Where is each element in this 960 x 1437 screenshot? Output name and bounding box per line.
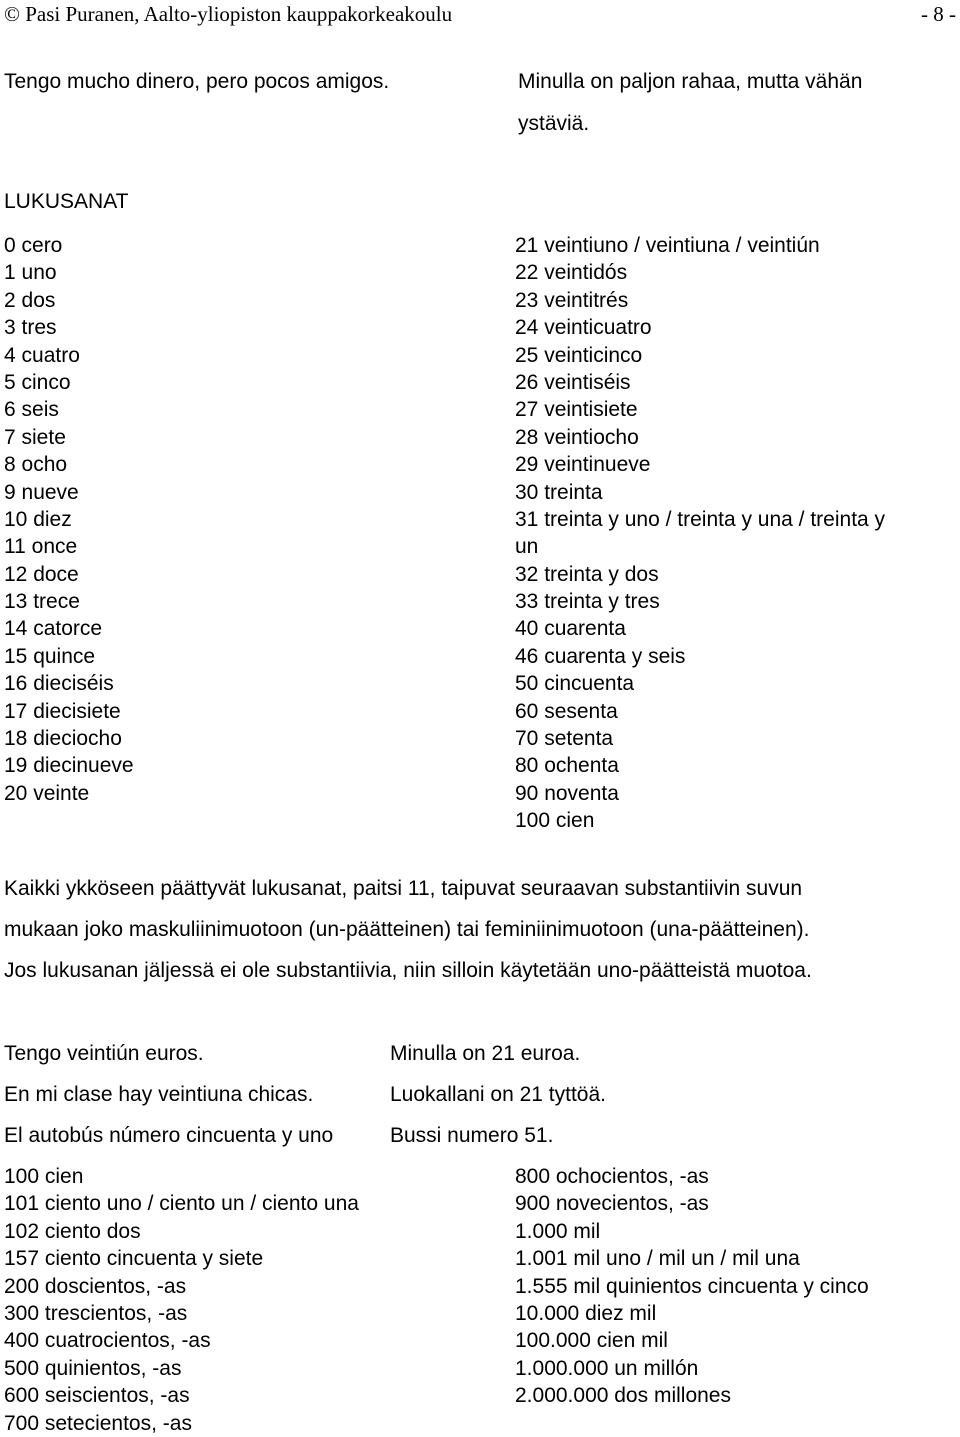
- number-word-item: 27 veintisiete: [515, 398, 638, 422]
- number-word-item: 7 siete: [4, 425, 66, 449]
- number-word-item: 23 veintitrés: [515, 288, 629, 312]
- large-number-item: 157 ciento cincuenta y siete: [4, 1247, 264, 1271]
- number-word-item: 15 quince: [4, 644, 96, 668]
- large-number-item: 500 quinientos, -as: [4, 1356, 182, 1380]
- number-word-item: 9 nueve: [4, 480, 79, 504]
- number-word-item: 21 veintiuno / veintiuna / veintiún: [515, 234, 820, 257]
- example-row: [4, 1040, 954, 1068]
- large-number-item: 1.555 mil quinientos cincuenta y cinco: [515, 1274, 869, 1298]
- large-number-item: 101 ciento uno / ciento un / ciento una: [4, 1192, 359, 1216]
- number-word-item: 32 treinta y dos: [515, 562, 659, 586]
- number-word-item: 26 veintiséis: [515, 370, 631, 394]
- number-word-item: 13 trece: [4, 590, 80, 614]
- number-word-item: 18 dieciocho: [4, 727, 122, 751]
- large-number-item: 1.000.000 un millón: [515, 1356, 699, 1380]
- example-row: [4, 1122, 954, 1150]
- large-number-item: 200 doscientos, -as: [4, 1274, 187, 1298]
- numbers-right-list: [515, 232, 885, 835]
- intro-finnish-line1: Minulla on paljon rahaa, mutta vähän: [518, 70, 863, 93]
- page-header: [4, 0, 956, 28]
- number-word-item: 20 veinte: [4, 781, 90, 805]
- example-spanish: El autobús número cincuenta y uno: [4, 1124, 334, 1147]
- number-word-item: 16 dieciséis: [4, 672, 114, 696]
- example-row: [4, 1081, 954, 1109]
- explanation-paragraph: [4, 872, 954, 995]
- explanation-line: mukaan joko maskuliinimuotoon (un-päätteinen) tai feminiinimuotoon (una-päätteinen).: [4, 918, 810, 941]
- number-word-item: 60 sesenta: [515, 699, 618, 723]
- number-word-item: 3 tres: [4, 316, 57, 340]
- example-finnish: Bussi numero 51.: [390, 1124, 554, 1147]
- number-word-item: 29 veintinueve: [515, 453, 651, 477]
- example-finnish: Luokallani on 21 tyttöä.: [390, 1083, 606, 1106]
- large-number-item: 10.000 diez mil: [515, 1301, 657, 1325]
- number-word-item: 33 treinta y tres: [515, 590, 660, 614]
- copyright-line: © Pasi Puranen, Aalto-yliopiston kauppakorkeakoulu: [4, 2, 453, 26]
- numbers-left-list: [4, 232, 134, 807]
- hundreds-right-list: [515, 1163, 869, 1410]
- number-word-item: un: [515, 535, 539, 559]
- number-word-item: 31 treinta y uno / treinta y una / treinta y: [515, 507, 886, 531]
- number-word-item: 5 cinco: [4, 370, 71, 394]
- number-word-item: 12 doce: [4, 562, 79, 586]
- large-number-item: 800 ochocientos, -as: [515, 1165, 709, 1188]
- large-number-item: 100.000 cien mil: [515, 1329, 668, 1353]
- number-word-item: 14 catorce: [4, 617, 103, 641]
- large-number-item: 700 setecientos, -as: [4, 1411, 192, 1435]
- number-word-item: 19 diecinueve: [4, 754, 134, 778]
- example-spanish: Tengo veintiún euros.: [4, 1042, 204, 1065]
- number-word-item: 70 setenta: [515, 727, 614, 751]
- large-number-item: 1.000 mil: [515, 1219, 601, 1243]
- intro-spanish: Tengo mucho dinero, pero pocos amigos.: [4, 70, 390, 93]
- intro-finnish-line2: ystäviä.: [518, 112, 590, 135]
- number-word-item: 17 diecisiete: [4, 699, 121, 723]
- number-word-item: 0 cero: [4, 234, 63, 257]
- example-finnish: Minulla on 21 euroa.: [390, 1042, 581, 1065]
- number-word-item: 10 diez: [4, 507, 72, 531]
- number-word-item: 50 cincuenta: [515, 672, 635, 696]
- number-word-item: 25 veinticinco: [515, 343, 643, 367]
- number-word-item: 2 dos: [4, 288, 56, 312]
- large-number-item: 600 seiscientos, -as: [4, 1384, 190, 1408]
- number-word-item: 22 veintidós: [515, 261, 628, 285]
- explanation-line: Kaikki ykköseen päättyvät lukusanat, paitsi 11, taipuvat seuraavan substantiivin suvun: [4, 877, 803, 900]
- number-word-item: 28 veintiocho: [515, 425, 639, 449]
- number-word-item: 40 cuarenta: [515, 617, 626, 641]
- number-word-item: 100 cien: [515, 809, 595, 833]
- large-number-item: 2.000.000 dos millones: [515, 1384, 731, 1408]
- number-word-item: 24 veinticuatro: [515, 316, 652, 340]
- number-word-item: 80 ochenta: [515, 754, 619, 778]
- number-word-item: 1 uno: [4, 261, 57, 285]
- section-title: LUKUSANAT: [4, 190, 129, 213]
- large-number-item: 1.001 mil uno / mil un / mil una: [515, 1247, 800, 1271]
- number-word-item: 6 seis: [4, 398, 59, 422]
- number-word-item: 11 once: [4, 535, 78, 559]
- number-word-item: 4 cuatro: [4, 343, 80, 367]
- number-word-item: 46 cuarenta y seis: [515, 644, 686, 668]
- large-number-item: 102 ciento dos: [4, 1219, 141, 1243]
- large-number-item: 400 cuatrocientos, -as: [4, 1329, 211, 1353]
- large-number-item: 300 trescientos, -as: [4, 1301, 188, 1325]
- hundreds-left-list: [4, 1163, 359, 1437]
- number-word-item: 90 noventa: [515, 781, 619, 805]
- number-word-item: 8 ocho: [4, 453, 68, 477]
- page-number: - 8 -: [921, 2, 956, 26]
- large-number-item: 100 cien: [4, 1165, 84, 1188]
- explanation-line: Jos lukusanan jäljessä ei ole substantiivia, niin silloin käytetään uno-päätteistä muotoa.: [4, 959, 812, 982]
- example-spanish: En mi clase hay veintiuna chicas.: [4, 1083, 314, 1106]
- number-word-item: 30 treinta: [515, 480, 603, 504]
- large-number-item: 900 novecientos, -as: [515, 1192, 709, 1216]
